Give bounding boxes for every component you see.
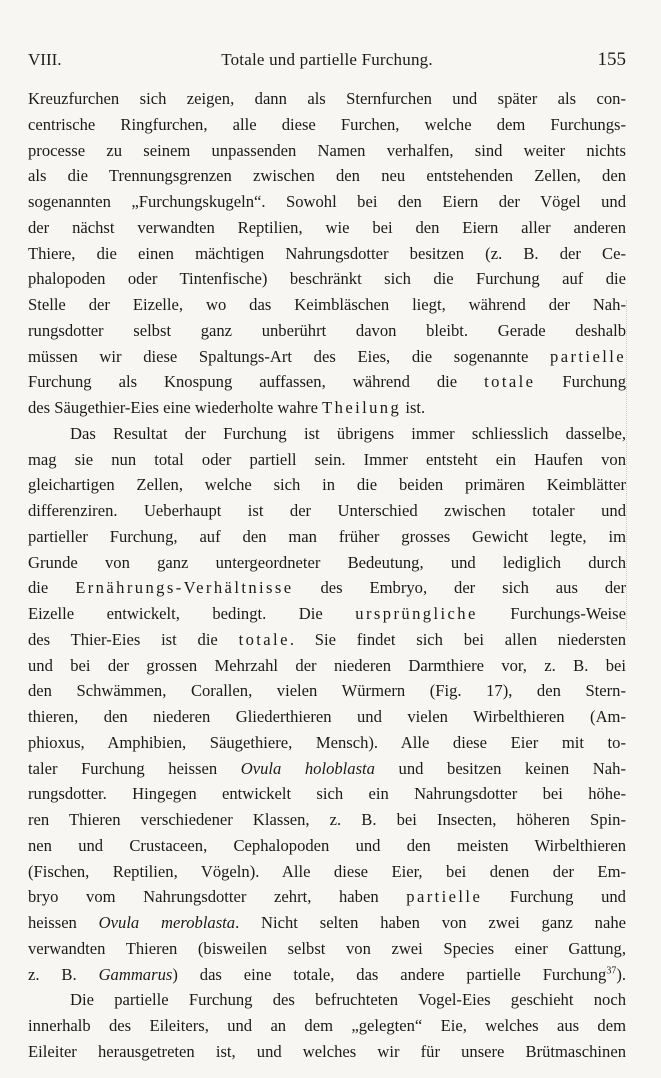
text-line: verwandten Thieren (bisweilen selbst von zwei Species einer Gattung, xyxy=(28,938,626,958)
text-line: innerhalb des Eileiters, und an dem „gelegten“ Eie, welches aus dem xyxy=(28,1016,626,1035)
text-line: müssen wir diese Spaltungs-Art des Eies, die sogenannte partielle xyxy=(28,346,626,366)
text-line: Die partielle Furchung des befruchteten Vogel-Eies geschieht noch xyxy=(70,990,626,1010)
text-line: taler Furchung heissen Ovula holoblasta und besitzen keinen Nah- xyxy=(28,758,626,778)
text-line: Grunde von ganz untergeordneter Bedeutung, und lediglich durch xyxy=(28,552,626,572)
species-term: Ovula meroblasta xyxy=(98,913,236,932)
text-line: differenziren. Ueberhaupt ist der Unterschied zwischen totaler und xyxy=(28,501,626,520)
text-line: der nächst verwandten Reptilien, wie bei den Eiern aller anderen xyxy=(28,217,626,237)
spaced-emphasis: partielle xyxy=(550,346,626,366)
text-line: Eileiter herausgetreten ist, und welches wir für unsere Brütmaschinen xyxy=(28,1041,626,1061)
spaced-emphasis: Theilung xyxy=(322,398,402,417)
genus-name: Gammarus xyxy=(98,964,173,984)
text-line xyxy=(28,962,626,988)
page-number: 155 xyxy=(597,49,626,70)
text-line: heissen Ovula meroblasta. Nicht selten haben von zwei ganz nahe xyxy=(28,913,626,932)
text-line: processe zu seinem unpassenden Namen verhalfen, sind weiter nichts xyxy=(28,140,626,160)
text-line: Das Resultat der Furchung ist übrigens immer schliesslich dasselbe, xyxy=(70,423,626,443)
spaced-emphasis: ursprüngliche xyxy=(355,604,478,623)
text-line: phalopoden oder Tintenfische) beschränkt sich die Furchung auf die xyxy=(28,269,626,289)
text-line: rungsdotter. Hingegen entwickelt sich ein Nahrungsdotter bei höhe- xyxy=(28,784,626,804)
text-line: Kreuzfurchen sich zeigen, dann als Sternfurchen und später als con- xyxy=(28,89,626,108)
text-line: die Ernährungs-Verhältnisse des Embryo, der sich aus der xyxy=(28,578,627,598)
paragraph xyxy=(28,987,626,1064)
text-segment: ). xyxy=(616,964,626,984)
text-line: Thiere, die einen mächtigen Nahrungsdotter besitzen (z. B. der Ce- xyxy=(28,243,626,263)
text-line: nen und Crustaceen, Cephalopoden und den meisten Wirbelthieren xyxy=(28,835,626,855)
text-line: Eizelle entwickelt, bedingt. Die ursprüngliche Furchungs-Weise xyxy=(28,604,626,623)
text-segment: z. B. Gammarus) das eine totale, das andere partielle Furchung xyxy=(28,964,607,984)
text-line: Furchung als Knospung auffassen, während die totale Furchung xyxy=(28,372,626,392)
text-line: rungsdotter selbst ganz unberührt davon bleibt. Gerade deshalb xyxy=(28,320,626,340)
paragraph xyxy=(28,86,626,421)
spaced-emphasis: totale xyxy=(484,372,536,392)
page-edge-shadow xyxy=(623,300,627,630)
spaced-emphasis: Ernährungs-Verhältnisse xyxy=(75,578,294,598)
text-line: des Säugethier-Eies eine wiederholte wahre Theilung ist. xyxy=(28,398,426,417)
spaced-emphasis: partielle xyxy=(406,887,483,907)
text-line: thieren, den niederen Gliederthieren und vielen Wirbelthieren (Am- xyxy=(28,707,626,726)
species-term: Ovula holoblasta xyxy=(240,758,375,778)
text-line: partieller Furchung, auf den man früher grosses Gewicht legte, im xyxy=(28,526,626,546)
paragraph xyxy=(28,421,626,988)
text-line: den Schwämmen, Corallen, vielen Würmern (Fig. 17), den Stern- xyxy=(28,681,626,701)
text-line: ren Thieren verschiedener Klassen, z. B. bei Insecten, höheren Spin- xyxy=(28,810,626,829)
text-line: phioxus, Amphibien, Säugethiere, Mensch). Alle diese Eier mit to- xyxy=(28,732,626,752)
text-line: (Fischen, Reptilien, Vögeln). Alle diese Eier, bei denen der Em- xyxy=(28,861,626,881)
text-line: mag sie nun total oder partiell sein. Immer entsteht ein Haufen von xyxy=(28,449,626,469)
spaced-emphasis: totale xyxy=(238,629,290,649)
body-text xyxy=(28,86,626,1065)
text-line: sogenannten „Furchungskugeln“. Sowohl bei den Eiern der Vögel und xyxy=(28,192,626,211)
text-line: als die Trennungsgrenzen zwischen den neu entstehenden Zellen, den xyxy=(28,166,626,186)
footnote-ref: 37 xyxy=(606,964,617,976)
text-line: des Thier-Eies ist die totale. Sie findet sich bei allen niedersten xyxy=(28,629,627,649)
text-line: Stelle der Eizelle, wo das Keimbläschen liegt, während der Nah- xyxy=(28,295,626,314)
text-line: bryo vom Nahrungsdotter zehrt, haben partielle Furchung und xyxy=(28,887,626,907)
chapter-number: VIII. xyxy=(28,50,62,69)
text-line: centrische Ringfurchen, alle diese Furchen, welche dem Furchungs- xyxy=(28,114,626,134)
running-title: Totale und partielle Furchung. xyxy=(221,50,433,69)
text-line: gleichartigen Zellen, welche sich in die beiden primären Keimblätter xyxy=(28,475,626,495)
running-header xyxy=(28,46,626,74)
text-line: und bei der grossen Mehrzahl der niederen Darmthiere vor, z. B. bei xyxy=(28,655,626,675)
